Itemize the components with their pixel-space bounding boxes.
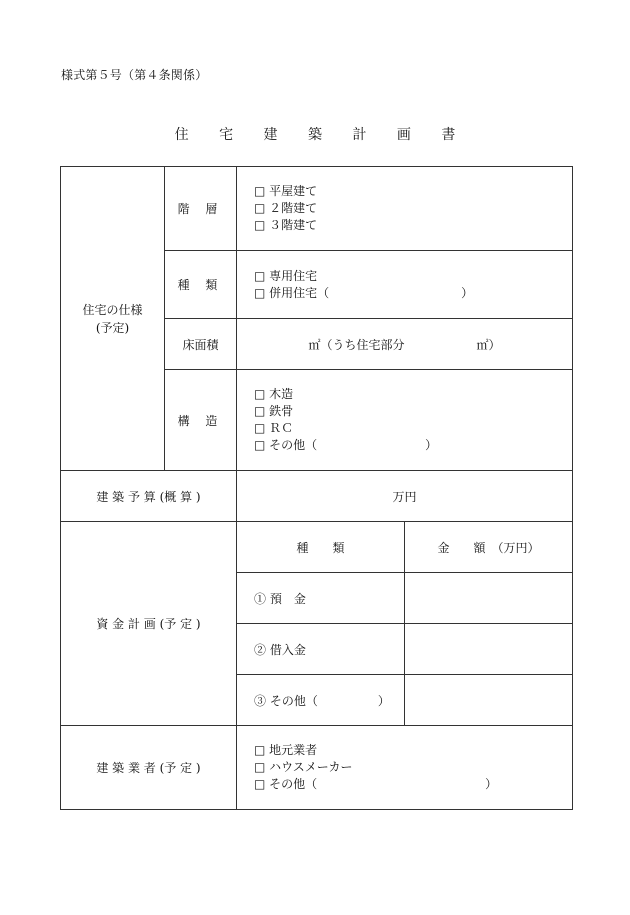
builder-option-housemaker[interactable]: □ ハウスメーカー [254, 760, 353, 774]
budget-value[interactable]: 万円 [237, 471, 573, 522]
plan-form-table [60, 166, 573, 810]
builder-options [237, 726, 573, 810]
funding-label: 資 金 計 画 (予 定 ) [61, 522, 237, 726]
area-label: 床面積 [165, 319, 237, 370]
type-option-combined[interactable]: □ 併用住宅（ ） [254, 285, 474, 300]
floors-option-single[interactable]: □ 平屋建て [254, 184, 318, 198]
funding-col-type: 種 類 [237, 522, 405, 573]
budget-row [61, 471, 573, 522]
structure-option-wood[interactable]: □ 木造 [254, 387, 294, 401]
funding-header-row [61, 522, 573, 573]
builder-label: 建 築 業 者 (予 定 ) [61, 726, 237, 810]
spec-floors-row [61, 167, 573, 251]
structure-option-rc[interactable]: □ ＲＣ [254, 421, 294, 435]
funding-col-amount: 金 額 （万円） [405, 522, 573, 573]
form-number: 様式第５号（第４条関係） [61, 68, 208, 82]
builder-option-other[interactable]: □ その他（ ） [254, 777, 498, 791]
area-value[interactable]: ㎡（うち住宅部分 ㎡） [237, 319, 573, 370]
funding-item-other: ③ その他（ ） [237, 675, 405, 726]
type-option-dedicated[interactable]: □ 専用住宅 [254, 268, 318, 283]
spec-label-line2: (予定) [95, 320, 130, 335]
funding-amount-other[interactable] [405, 675, 573, 726]
plan-form-table-wrap [60, 166, 572, 808]
spec-section-label [61, 167, 165, 471]
funding-item-loan: ② 借入金 [237, 624, 405, 675]
funding-amount-deposit[interactable] [405, 573, 573, 624]
structure-option-other[interactable]: □ その他（ ） [254, 438, 438, 452]
budget-label: 建 築 予 算 (概 算 ) [61, 471, 237, 522]
floors-option-two[interactable]: □ ２階建て [254, 201, 318, 215]
floors-options [237, 167, 573, 251]
type-label: 種 類 [165, 251, 237, 319]
structure-option-steel[interactable]: □ 鉄骨 [254, 404, 294, 418]
type-options [237, 251, 573, 319]
funding-amount-loan[interactable] [405, 624, 573, 675]
document-title: 住 宅 建 築 計 画 書 [174, 127, 469, 143]
builder-row [61, 726, 573, 810]
funding-item-deposit: ① 預 金 [237, 573, 405, 624]
floors-label: 階 層 [165, 167, 237, 251]
floors-option-three[interactable]: □ ３階建て [254, 218, 318, 232]
structure-label: 構 造 [165, 370, 237, 471]
builder-option-local[interactable]: □ 地元業者 [254, 743, 318, 757]
structure-options [237, 370, 573, 471]
spec-label-line1: 住宅の仕様 [82, 302, 143, 317]
